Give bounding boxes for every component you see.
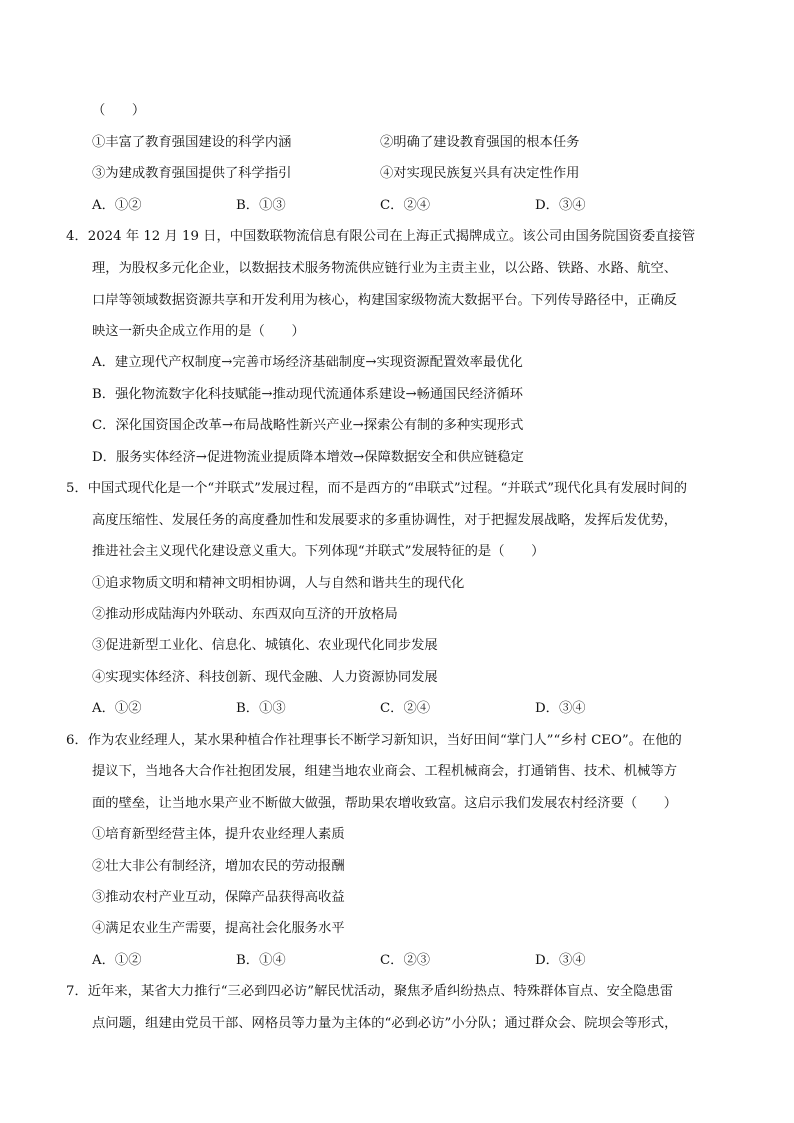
- q6-option-b: B．①④: [236, 953, 286, 968]
- q3-option-c: C．②④: [380, 198, 431, 213]
- q4-stem-line-3: 口岸等领域数据资源共享和开发利用为核心，构建国家级物流大数据平台。下列传导路径中，正确反: [92, 293, 678, 308]
- q4-option-b: B．强化物流数字化科技赋能→推动现代流通体系建设→畅通国民经济循环: [92, 387, 523, 402]
- q6-statement-4: ④满足农业生产需要，提高社会化服务水平: [92, 921, 345, 936]
- answer-paren: （ ）: [92, 103, 146, 118]
- q5-option-b: B．①③: [236, 701, 286, 716]
- q3-option-a: A．①②: [92, 198, 142, 213]
- q6-option-a: A．①②: [92, 953, 142, 968]
- q6-statement-2: ②壮大非公有制经济，增加农民的劳动报酬: [92, 859, 345, 874]
- q4-stem-line-2: 理，为股权多元化企业，以数据技术服务物流供应链行业为主责主业，以公路、铁路、水路、航空、: [92, 261, 678, 276]
- q7-stem-line-2: 点问题，组建由党员干部、网格员等力量为主体的“必到必访”小分队；通过群众会、院坝会等形式，: [92, 1016, 678, 1031]
- q4-stem-line-1: 4．2024 年 12 月 19 日，中国数联物流信息有限公司在上海正式揭牌成立。该公司由国务院国资委直接管: [66, 229, 696, 244]
- q5-statement-2: ②推动形成陆海内外联动、东西双向互济的开放格局: [92, 607, 398, 622]
- q4-option-c: C．深化国资国企改革→布局战略性新兴产业→探索公有制的多种实现形式: [92, 418, 524, 433]
- q6-option-c: C．②③: [380, 953, 431, 968]
- q5-stem-line-3: 推进社会主义现代化建设意义重大。下列体现“并联式”发展特征的是（ ）: [92, 544, 545, 559]
- q4-stem-line-4: 映这一新央企成立作用的是（ ）: [92, 324, 305, 339]
- q6-statement-3: ③推动农村产业互动，保障产品获得高收益: [92, 890, 345, 905]
- q5-stem-line-2: 高度压缩性、发展任务的高度叠加性和发展要求的多重协调性，对于把握发展战略，发挥后发优势，: [92, 513, 678, 528]
- q3-statement-4: ④对实现民族复兴具有决定性作用: [380, 166, 580, 181]
- q6-stem-line-1: 6．作为农业经理人，某水果种植合作社理事长不断学习新知识，当好田间“掌门人”“乡村 CEO”。在他的: [66, 733, 682, 748]
- q6-option-d: D．③④: [535, 953, 586, 968]
- q6-stem-line-3: 面的壁垒，让当地水果产业不断做大做强，帮助果农增收致富。这启示我们发展农村经济要（ ）: [92, 796, 678, 811]
- q5-stem-line-1: 5．中国式现代化是一个“并联式”发展过程，而不是西方的“串联式”过程。“并联式”现代化具有发展时间的: [66, 481, 688, 496]
- q5-statement-1: ①追求物质文明和精神文明相协调，人与自然和谐共生的现代化: [92, 576, 465, 591]
- q3-statement-3: ③为建成教育强国提供了科学指引: [92, 166, 292, 181]
- q5-option-a: A．①②: [92, 701, 142, 716]
- q4-option-a: A．建立现代产权制度→完善市场经济基础制度→实现资源配置效率最优化: [92, 355, 523, 370]
- q5-statement-4: ④实现实体经济、科技创新、现代金融、人力资源协同发展: [92, 670, 438, 685]
- q3-option-d: D．③④: [535, 198, 586, 213]
- q6-stem-line-2: 提议下，当地各大合作社抱团发展，组建当地农业商会、工程机械商会，打通销售、技术、机械等方: [92, 764, 678, 779]
- q5-option-c: C．②④: [380, 701, 431, 716]
- q3-statement-1: ①丰富了教育强国建设的科学内涵: [92, 135, 292, 150]
- q3-option-b: B．①③: [236, 198, 286, 213]
- q5-statement-3: ③促进新型工业化、信息化、城镇化、农业现代化同步发展: [92, 638, 438, 653]
- q4-option-d: D．服务实体经济→促进物流业提质降本增效→保障数据安全和供应链稳定: [92, 450, 524, 465]
- q5-option-d: D．③④: [535, 701, 586, 716]
- q3-statement-2: ②明确了建设教育强国的根本任务: [380, 135, 580, 150]
- q7-stem-line-1: 7．近年来，某省大力推行“三必到四必访”解民忧活动，聚焦矛盾纠纷热点、特殊群体盲点、安全隐患雷: [66, 984, 674, 999]
- q6-statement-1: ①培育新型经营主体，提升农业经理人素质: [92, 827, 345, 842]
